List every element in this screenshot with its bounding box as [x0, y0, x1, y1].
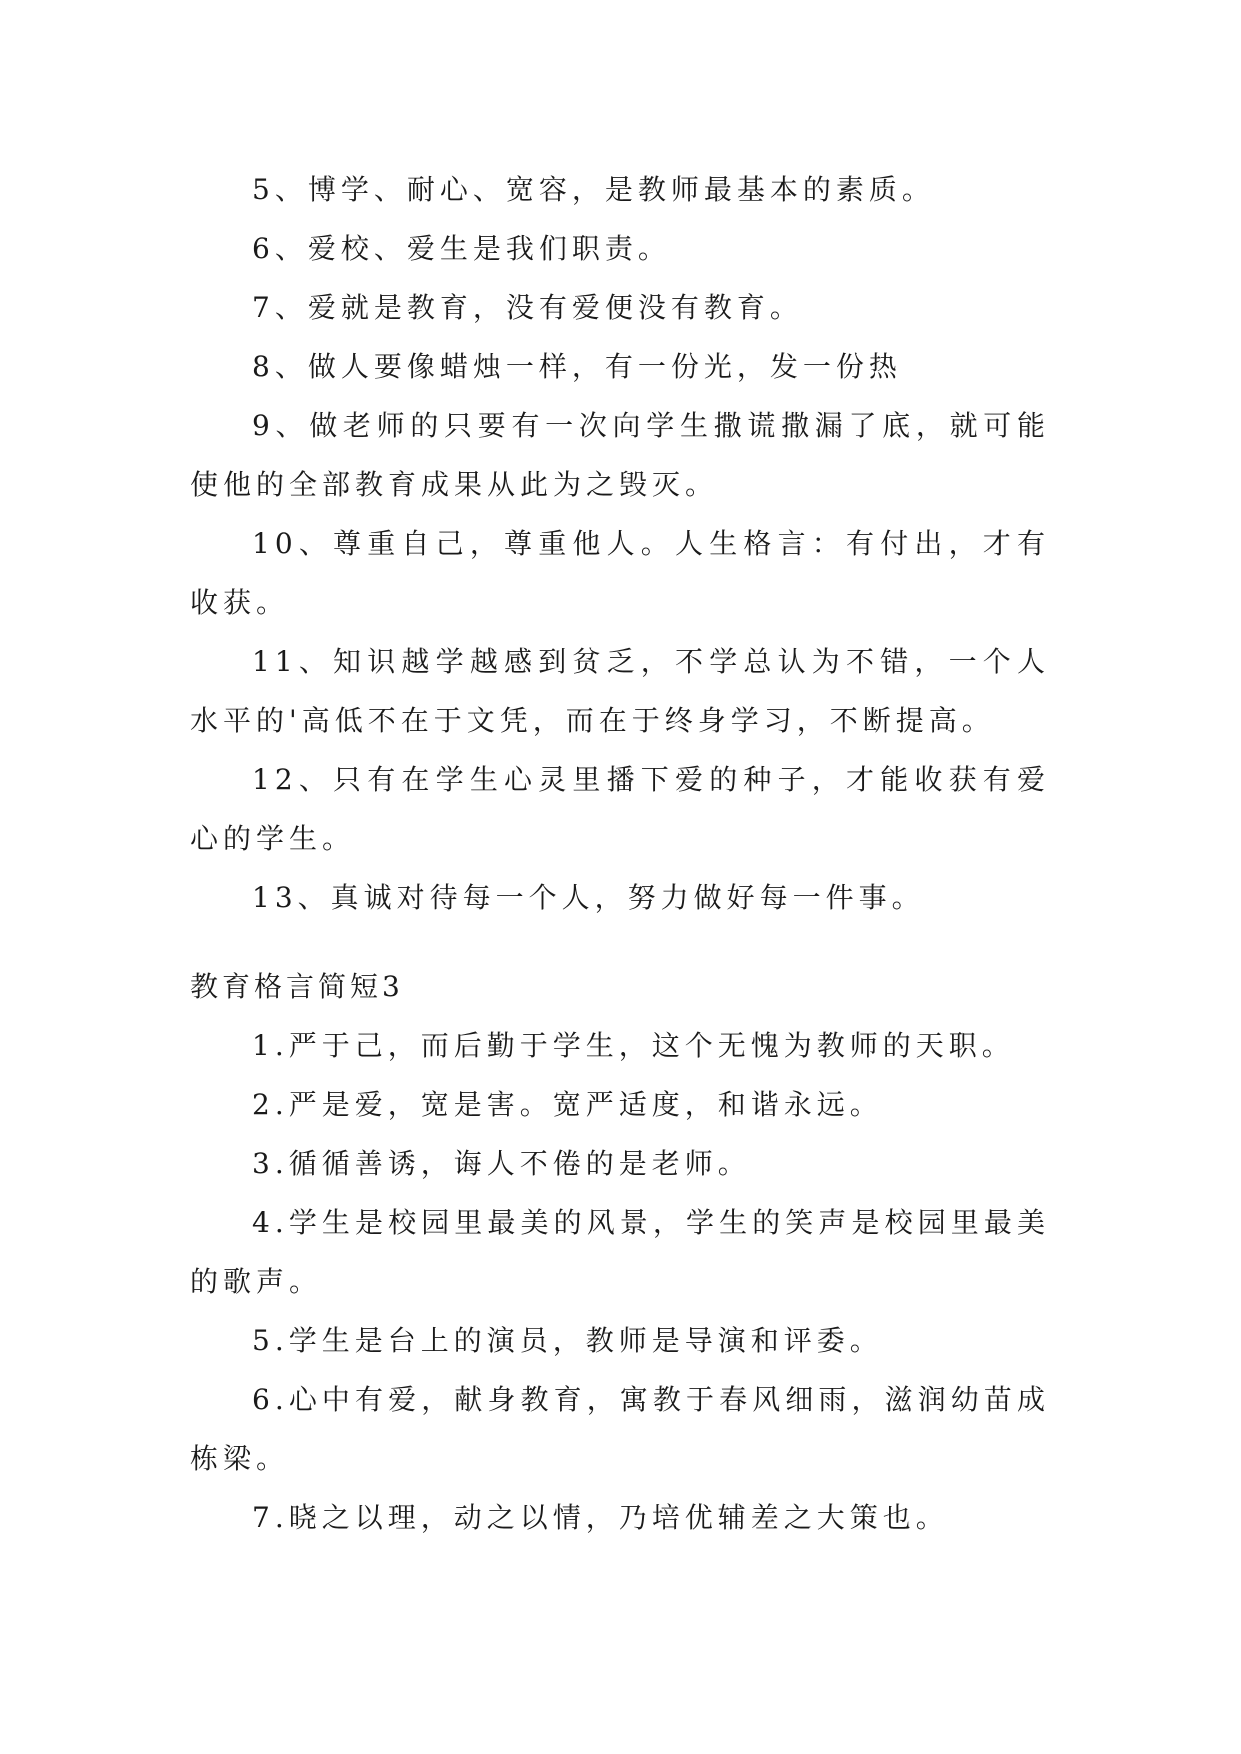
- document-body: [190, 160, 1050, 1547]
- quote-item: 5、博学、耐心、宽容，是教师最基本的素质。: [252, 173, 935, 206]
- quote-item: 7、爱就是教育，没有爱便没有教育。: [252, 291, 803, 324]
- quote-item: 6、爱校、爱生是我们职责。: [252, 232, 671, 265]
- quote-item: 12、只有在学生心灵里播下爱的种子，才能收获有爱心的学生。: [190, 763, 1050, 855]
- quote-item: 3.循循善诱，诲人不倦的是老师。: [252, 1147, 751, 1180]
- quote-item: 2.严是爱，宽是害。宽严适度，和谐永远。: [252, 1088, 883, 1121]
- quote-item: 5.学生是台上的演员，教师是导演和评委。: [252, 1324, 883, 1357]
- quote-item: 4.学生是校园里最美的风景，学生的笑声是校园里最美的歌声。: [190, 1206, 1050, 1298]
- quote-item: 13、真诚对待每一个人，努力做好每一件事。: [252, 881, 925, 914]
- quote-item: 9、做老师的只要有一次向学生撒谎撒漏了底，就可能使他的全部教育成果从此为之毁灭。: [190, 409, 1050, 501]
- quote-item: 1.严于己，而后勤于学生，这个无愧为教师的天职。: [252, 1029, 1015, 1062]
- quote-item: 6.心中有爱，献身教育，寓教于春风细雨，滋润幼苗成栋梁。: [190, 1383, 1050, 1475]
- quote-item: 8、做人要像蜡烛一样，有一份光，发一份热: [252, 350, 902, 383]
- section-heading: 教育格言简短3: [190, 970, 404, 1003]
- quote-item: 7.晓之以理，动之以情，乃培优辅差之大策也。: [252, 1501, 949, 1534]
- quote-item: 11、知识越学越感到贫乏，不学总认为不错，一个人水平的'高低不在于文凭，而在于终身学习，不断提高。: [190, 645, 1050, 737]
- quote-item: 10、尊重自己，尊重他人。人生格言：有付出，才有收获。: [190, 527, 1050, 619]
